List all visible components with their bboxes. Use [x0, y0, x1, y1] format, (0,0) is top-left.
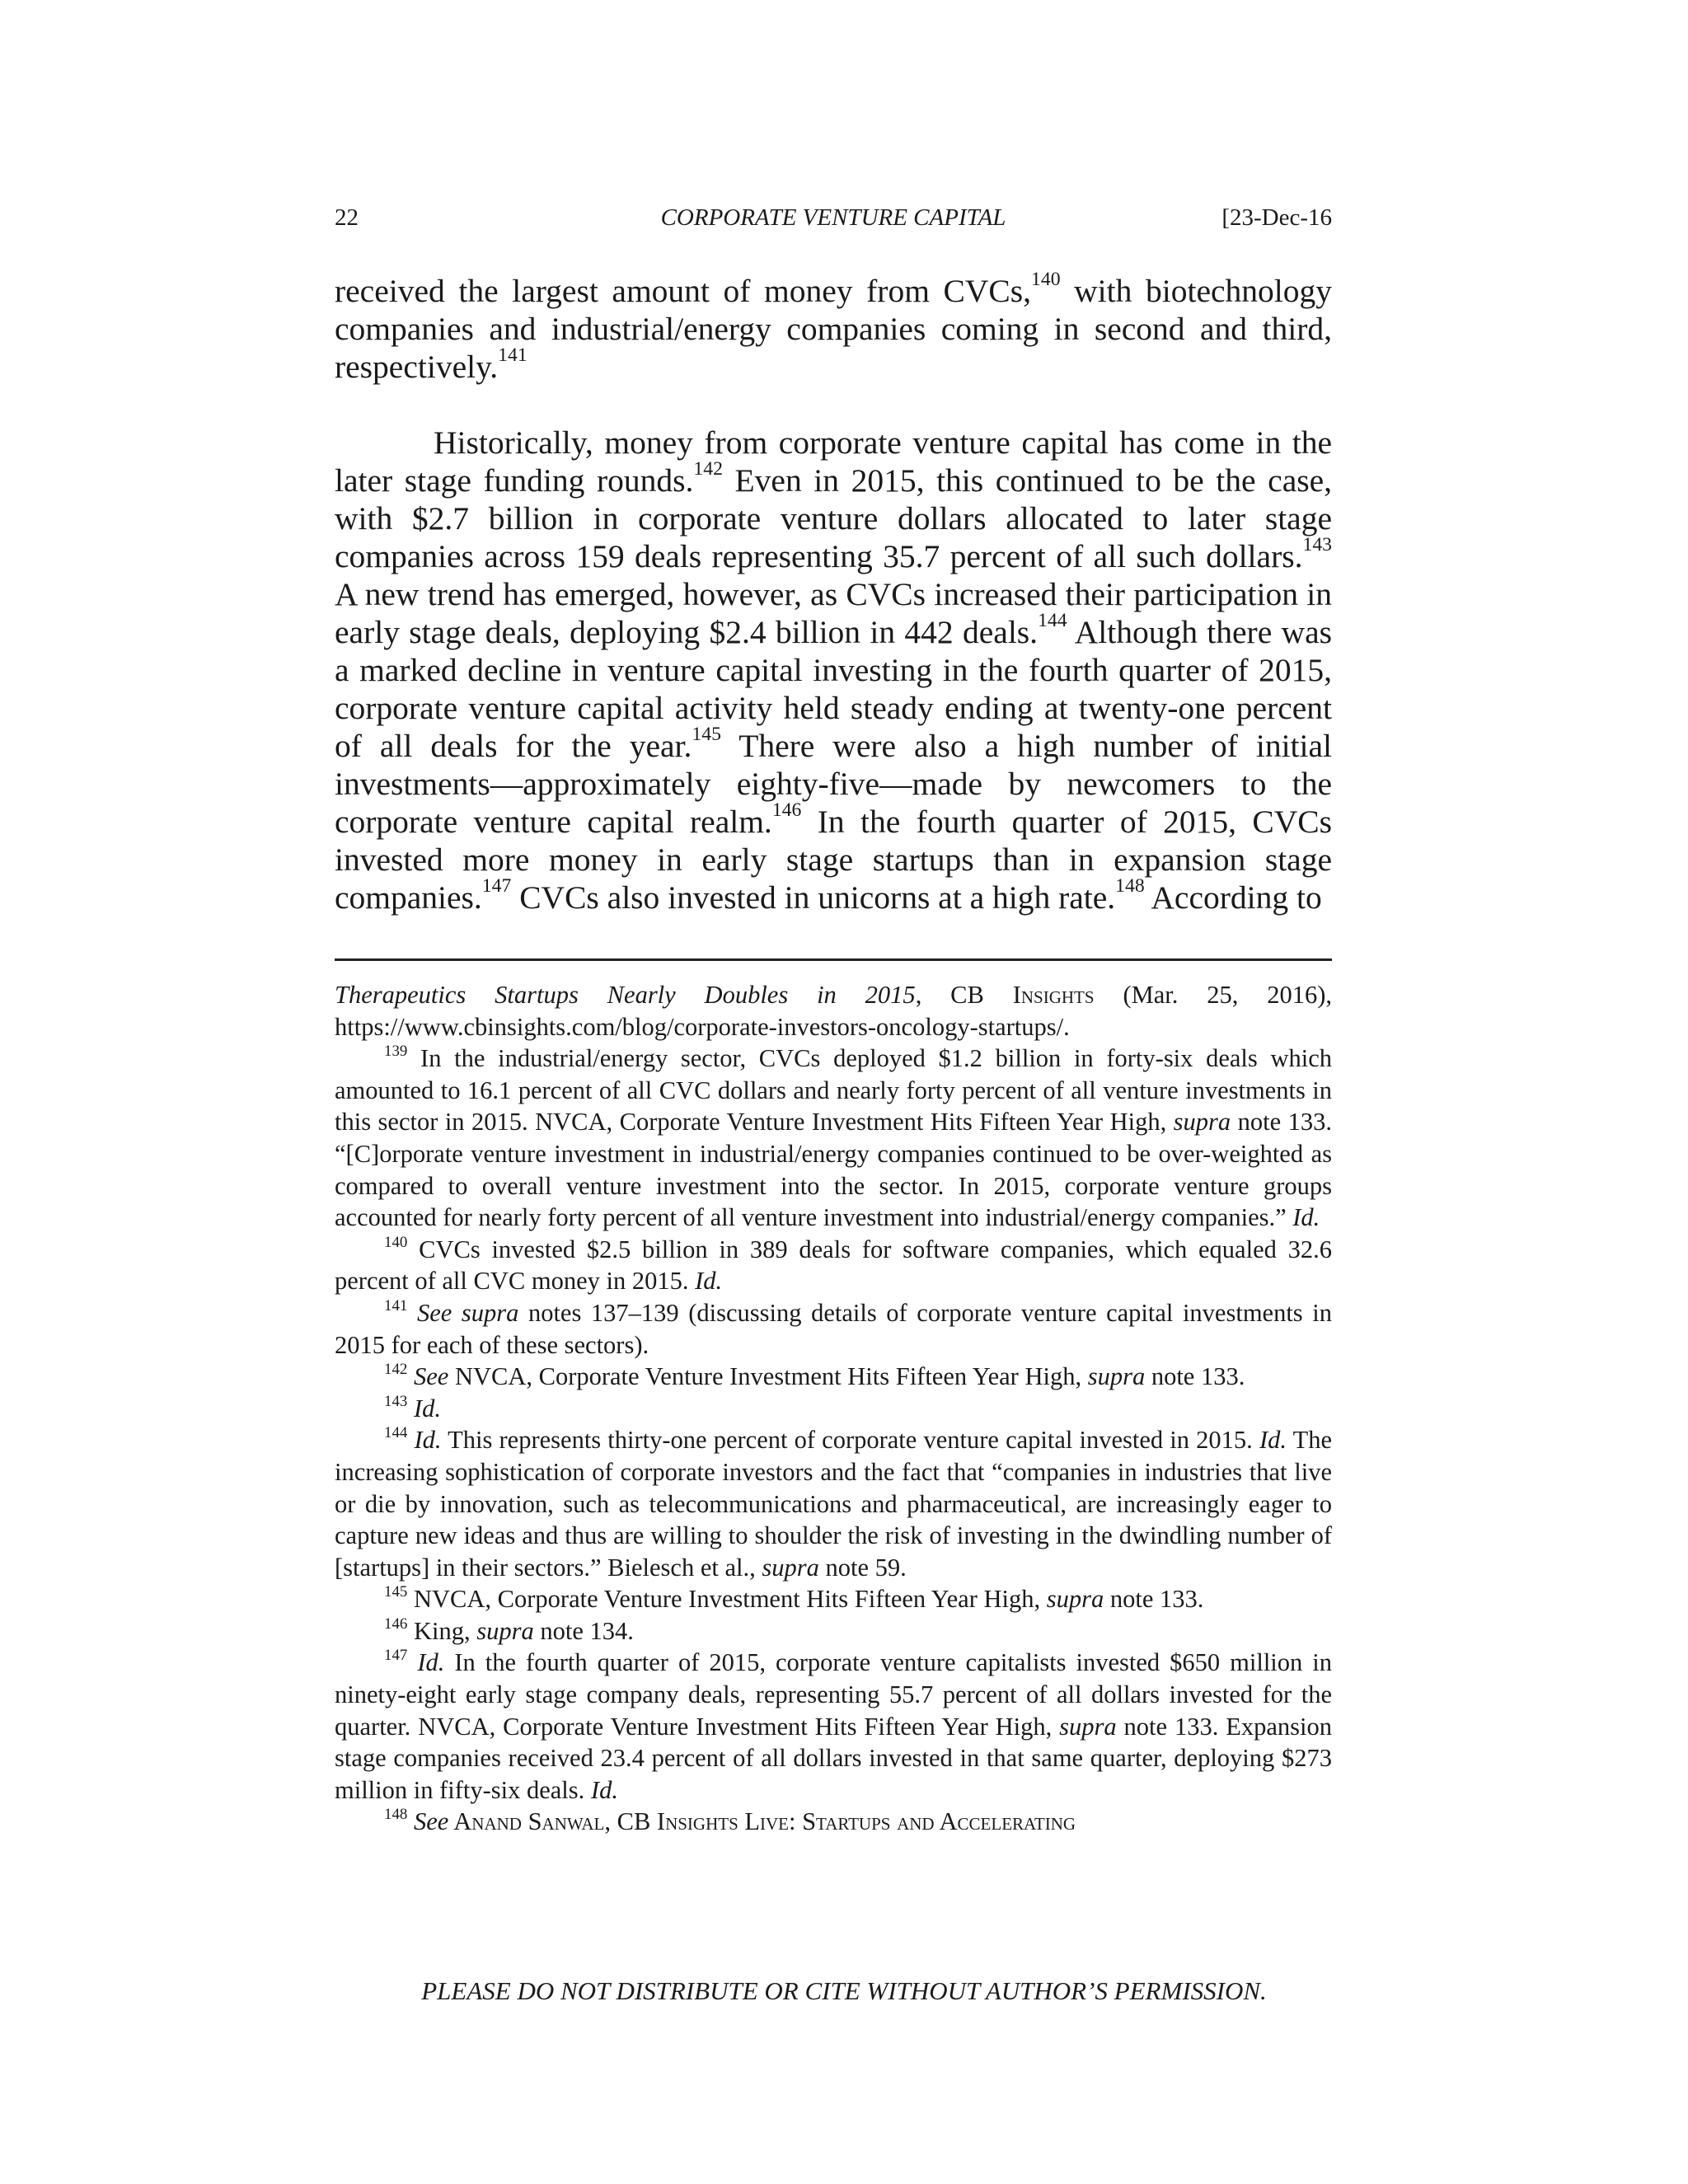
- header-date: [23-Dec-16: [1221, 204, 1332, 231]
- paragraph: Historically, money from corporate venture capital has come in the later stage funding rounds.$^{142}$ Even in 2015, this continued to be the case, with $2.7 billion in corporate venture dollars allocated to later stage companies across 159 deals representing 35.7 percent of all such dollars.$^{143}$ A new trend has emerged, however, as CVCs increased their participation in early stage deals, deploying $2.4 billion in 442 deals.$^{144}$ Although there was a marked decline in venture capital investing in the fourth quarter of 2015, corporate venture capital activity held steady ending at twenty-one percent of all deals for the year.$^{145}$ There were also a high number of initial investments—approximately eighty-five—made by newcomers to the corporate venture capital realm.$^{146}$ In the fourth quarter of 2015, CVCs invested more money in early stage startups than in expansion stage companies.$^{147}$ CVCs also invested in unicorns at a high rate.$^{148}$ According to: [335, 424, 1333, 916]
- footnote-147: $^{147}$ Id. In the fourth quarter of 2015, corporate venture capitalists invested $650 million in ninety-eight early stage company deals, representing 55.7 percent of all dollars invested for the quarter. NVCA, Corporate Venture Investment Hits Fifteen Year High, supra note 133. Expansion stage companies received 23.4 percent of all dollars invested in that same quarter, deploying $273 million in fifty-six deals. Id.: [335, 1647, 1332, 1804]
- running-title: CORPORATE VENTURE CAPITAL: [660, 204, 1006, 231]
- footnote-ref: 143: [1302, 533, 1332, 555]
- footnote-140: $^{140}$ CVCs invested $2.5 billion in 389 deals for software companies, which equaled 32.6 percent of all CVC money in 2015. Id.: [335, 1233, 1332, 1296]
- body-text: [335, 268, 1333, 916]
- footnote-141: $^{141}$ See supra notes 137–139 (discussing details of corporate venture capital investments in 2015 for each of these sectors).: [335, 1296, 1332, 1359]
- footnote-separator: [335, 958, 1332, 961]
- footnote-ref: 142: [693, 457, 723, 480]
- footnote-ref: 144: [1038, 609, 1067, 631]
- footnote-ref: 145: [692, 723, 721, 745]
- footnote-ref: 140: [1031, 268, 1061, 290]
- footnote-ref: 148: [1115, 874, 1145, 897]
- footnote-146: $^{146}$ King, supra note 134.: [384, 1615, 634, 1645]
- footnote-ref: 147: [481, 874, 512, 897]
- page-header: [335, 204, 1332, 241]
- distribution-notice: PLEASE DO NOT DISTRIBUTE OR CITE WITHOUT AUTHOR’S PERMISSION.: [421, 1976, 1267, 2005]
- footnote-continuation: Therapeutics Startups Nearly Doubles in 2015, CB Insights (Mar. 25, 2016), https://www.cbinsights.com/blog/corporate-investors-oncology-startups/.: [335, 981, 1332, 1041]
- footnote-142: $^{142}$ See NVCA, Corporate Venture Investment Hits Fifteen Year High, supra note 133.: [384, 1360, 1245, 1391]
- footnote-145: $^{145}$ NVCA, Corporate Venture Investment Hits Fifteen Year High, supra note 133.: [384, 1583, 1204, 1614]
- footnote-ref: 141: [498, 344, 528, 366]
- footnote-143: $^{143}$ Id.: [384, 1392, 442, 1422]
- page-number: 22: [335, 204, 359, 231]
- footnote-139: $^{139}$ In the industrial/energy sector, CVCs deployed $1.2 billion in forty-six deals which amounted to 16.1 percent of all CVC dollars and nearly forty percent of all venture investments in this sector in 2015. NVCA, Corporate Venture Investment Hits Fifteen Year High, supra note 133. “[C]orporate venture investment in industrial/energy companies continued to be over-weighted as compared to overall venture investment into the sector. In 2015, corporate venture groups accounted for nearly forty percent of all venture investment into industrial/energy companies.” Id.: [335, 1042, 1333, 1232]
- paragraph: received the largest amount of money from CVCs,$^{140}$ with biotechnology companies and industrial/energy companies coming in second and third, respectively.$^{141}$: [335, 268, 1332, 385]
- footnote-148: $^{148}$ See Anand Sanwal, CB Insights Live: Startups and Accelerating: [384, 1806, 1076, 1836]
- footnote-ref: 146: [771, 799, 802, 821]
- footnotes: [335, 979, 1332, 1838]
- footnote-144: $^{144}$ Id. This represents thirty-one percent of corporate venture capital invested in 2015. Id. The increasing sophistication of corporate investors and the fact that “companies in industries that live or die by innovation, such as telecommunications and pharmaceutical, are increasingly eager to capture new ideas and thus are willing to shoulder the risk of investing in the dwindling number of [startups] in their sectors.” Bielesch et al., supra note 59.: [335, 1424, 1332, 1582]
